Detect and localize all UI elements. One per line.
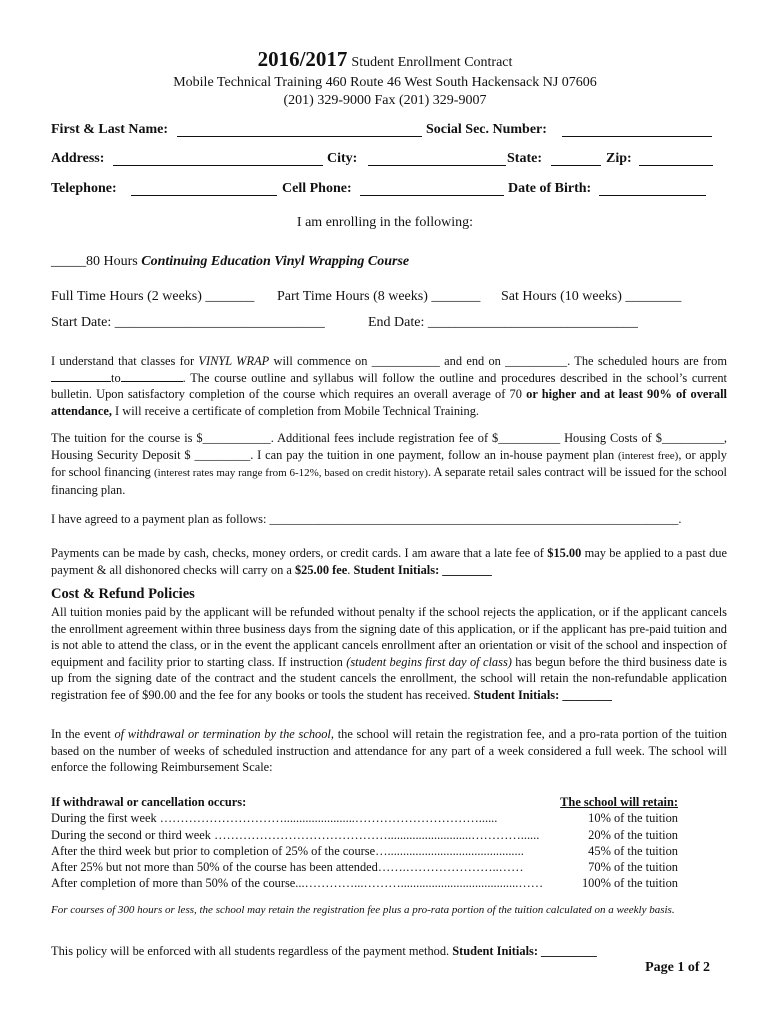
dob-field[interactable] (599, 195, 706, 196)
withdrawal-text-a: In the event (51, 727, 115, 741)
scale-row-value: 45% of the tuition (588, 844, 678, 858)
schedule-text-a: I understand that classes for (51, 354, 199, 368)
scale-left-header: If withdrawal or cancellation occurs: (51, 795, 247, 809)
schedule-to: to (111, 370, 121, 385)
payments-paragraph (51, 545, 727, 578)
sat-hours[interactable]: Sat Hours (10 weeks) ________ (501, 289, 682, 304)
payments-text-b: may be applied to a past due payment & all dishonored checks will carry on a (51, 546, 727, 577)
scale-row-label: During the second or third week ……………………………………...........................…………...... (51, 828, 540, 842)
payments-text-a: Payments can be made by cash, checks, money orders, or credit cards. I am aware that a late fee of (51, 546, 548, 560)
address-label: Address: (51, 151, 105, 166)
school-phone: (201) 329-9000 Fax (201) 329-9007 (283, 93, 487, 108)
end-date[interactable]: End Date: ______________________________ (368, 315, 638, 330)
payments-initials[interactable]: Student Initials: ________ (353, 562, 492, 577)
withdrawal-paragraph (51, 726, 727, 776)
course-line (51, 254, 409, 270)
first-last-name-field[interactable] (177, 136, 422, 137)
scale-row (51, 860, 678, 875)
course-name: Continuing Education Vinyl Wrapping Course (141, 254, 410, 269)
telephone-field[interactable] (131, 195, 277, 196)
tuition-text-a: The tuition for the course is $___________. Additional fees include registration fee of $__________ Housing Costs of $__________, Housing Security Deposit $ _________. I can pay the tuition in one payment, follow an in-house payment plan (51, 431, 727, 462)
scale-row-value: 100% of the tuition (581, 876, 678, 890)
scale-row-label: After the third week but prior to completion of 25% of the course…............................................ (51, 844, 524, 858)
scale-row (51, 876, 678, 891)
policy-line (51, 944, 597, 959)
scale-row-label: During the first week ………………………….......................…………………………...... (51, 811, 498, 825)
interest-free-note: (interest free) (618, 449, 679, 462)
ssn-field[interactable] (562, 136, 712, 137)
cell-phone-label: Cell Phone: (282, 181, 352, 196)
address-field[interactable] (113, 165, 323, 166)
check-fee: $25.00 fee (294, 562, 348, 577)
short-course-note: For courses of 300 hours or less, the school may retain the registration fee plus a pro-rata portion of the tuition calculated on a weekly basis. (51, 904, 675, 916)
payments-text-c: . (347, 562, 354, 577)
hours-from-blank[interactable] (51, 380, 111, 382)
city-field[interactable] (368, 165, 506, 166)
refund-text-a: All tuition monies paid by the applicant will be refunded without penalty if the school rejects the application, or if the applicant cancels the enrollment agreement within three business days from the signing date of this application, or if the applicant has pre-paid tuition and is not able to attend the class, or in the event the applicant cancels enrollment after an orientation or visit of the school and inspection of equipment and facility prior to starting class. If instruction (51, 605, 727, 669)
zip-label: Zip: (606, 151, 632, 166)
tuition-text-b: , or apply for school financing (51, 447, 727, 480)
scale-row (51, 811, 678, 826)
schedule-paragraph (51, 353, 727, 419)
scale-row-value: 70% of the tuition (588, 860, 678, 874)
scale-row-value: 10% of the tuition (588, 811, 678, 825)
scale-header (51, 795, 678, 810)
payment-plan-line[interactable]: I have agreed to a payment plan as follows: __________________________________________________________________. (51, 512, 682, 526)
full-time-hours[interactable]: Full Time Hours (2 weeks) _______ (51, 289, 255, 304)
course-hours: 80 Hours (86, 254, 142, 269)
telephone-label: Telephone: (51, 181, 117, 196)
first-last-name-label: First & Last Name: (51, 122, 169, 137)
state-label: State: (507, 151, 542, 166)
dob-label: Date of Birth: (508, 181, 592, 196)
schedule-text-b: will commence on ___________ and end on __________. The scheduled hours are from (269, 354, 727, 368)
scale-row-value: 20% of the tuition (588, 828, 678, 842)
schedule-text-c: . The course outline and syllabus will follow the outline and procedures described in the school’s current bulletin. Upon satisfactory completion of the course which requires an overall average of 70 (51, 370, 727, 402)
attendance-requirement: or higher and at least 90% of overall attendance, (51, 387, 727, 418)
policy-initials[interactable]: Student Initials: _________ (452, 944, 597, 958)
school-address: Mobile Technical Training 460 Route 46 West South Hackensack NJ 07606 (173, 75, 597, 90)
course-blank[interactable]: _____ (51, 254, 86, 269)
refund-begins-note: (student begins first day of class) (346, 654, 512, 669)
enrolling-heading: I am enrolling in the following: (296, 215, 474, 230)
zip-field[interactable] (639, 165, 713, 166)
year-label: 2016/2017 (257, 47, 348, 71)
scale-row (51, 844, 678, 859)
state-field[interactable] (551, 165, 601, 166)
part-time-hours[interactable]: Part Time Hours (8 weeks) _______ (277, 289, 481, 304)
tuition-paragraph (51, 430, 727, 498)
vinyl-wrap-text: VINYL WRAP (198, 354, 270, 368)
ssn-label: Social Sec. Number: (426, 122, 547, 137)
document-title (0, 47, 770, 72)
scale-row-label: After 25% but not more than 50% of the course has been attended…….…………………..…… (51, 860, 524, 874)
tuition-text-c: . A separate retail sales contract will be issued for the school financing plan. (51, 465, 727, 497)
refund-text-b: has begun before the third business date is up from the signing date of the contract and the student cancels the enrollment, the school will retain the non-refundable application registration fee of $90.00 and the fee for any books or tools the student has received. (51, 654, 727, 702)
policy-text: This policy will be enforced with all students regardless of the payment method. (51, 944, 453, 958)
refund-initials[interactable]: Student Initials: ________ (473, 687, 612, 702)
title-label: Student Enrollment Contract (351, 55, 513, 70)
hours-to-blank[interactable] (121, 380, 183, 382)
refund-paragraph (51, 604, 727, 704)
scale-row-label: After completion of more than 50% of the course...…………...………......................................…… (51, 876, 544, 890)
page-number: Page 1 of 2 (645, 960, 710, 975)
refund-heading: Cost & Refund Policies (51, 586, 195, 602)
cell-phone-field[interactable] (360, 195, 504, 196)
late-fee: $15.00 (547, 546, 582, 560)
scale-right-header: The school will retain: (560, 795, 678, 809)
scale-row (51, 828, 678, 843)
schedule-text-d: I will receive a certificate of completion from Mobile Technical Training. (111, 403, 479, 418)
withdrawal-text-b: the school will retain the registration fee, and a pro-rata portion of the tuition based on the number of weeks of scheduled instruction and attendance for any part of a week considered a full week. The school will enforce the following Reimbursement Scale: (51, 727, 727, 775)
withdrawal-italic: of withdrawal or termination by the school, (114, 727, 334, 741)
city-label: City: (327, 151, 358, 166)
start-date[interactable]: Start Date: ______________________________ (51, 315, 325, 330)
interest-rates-note: (interest rates may range from 6-12%, based on credit history) (153, 467, 428, 480)
